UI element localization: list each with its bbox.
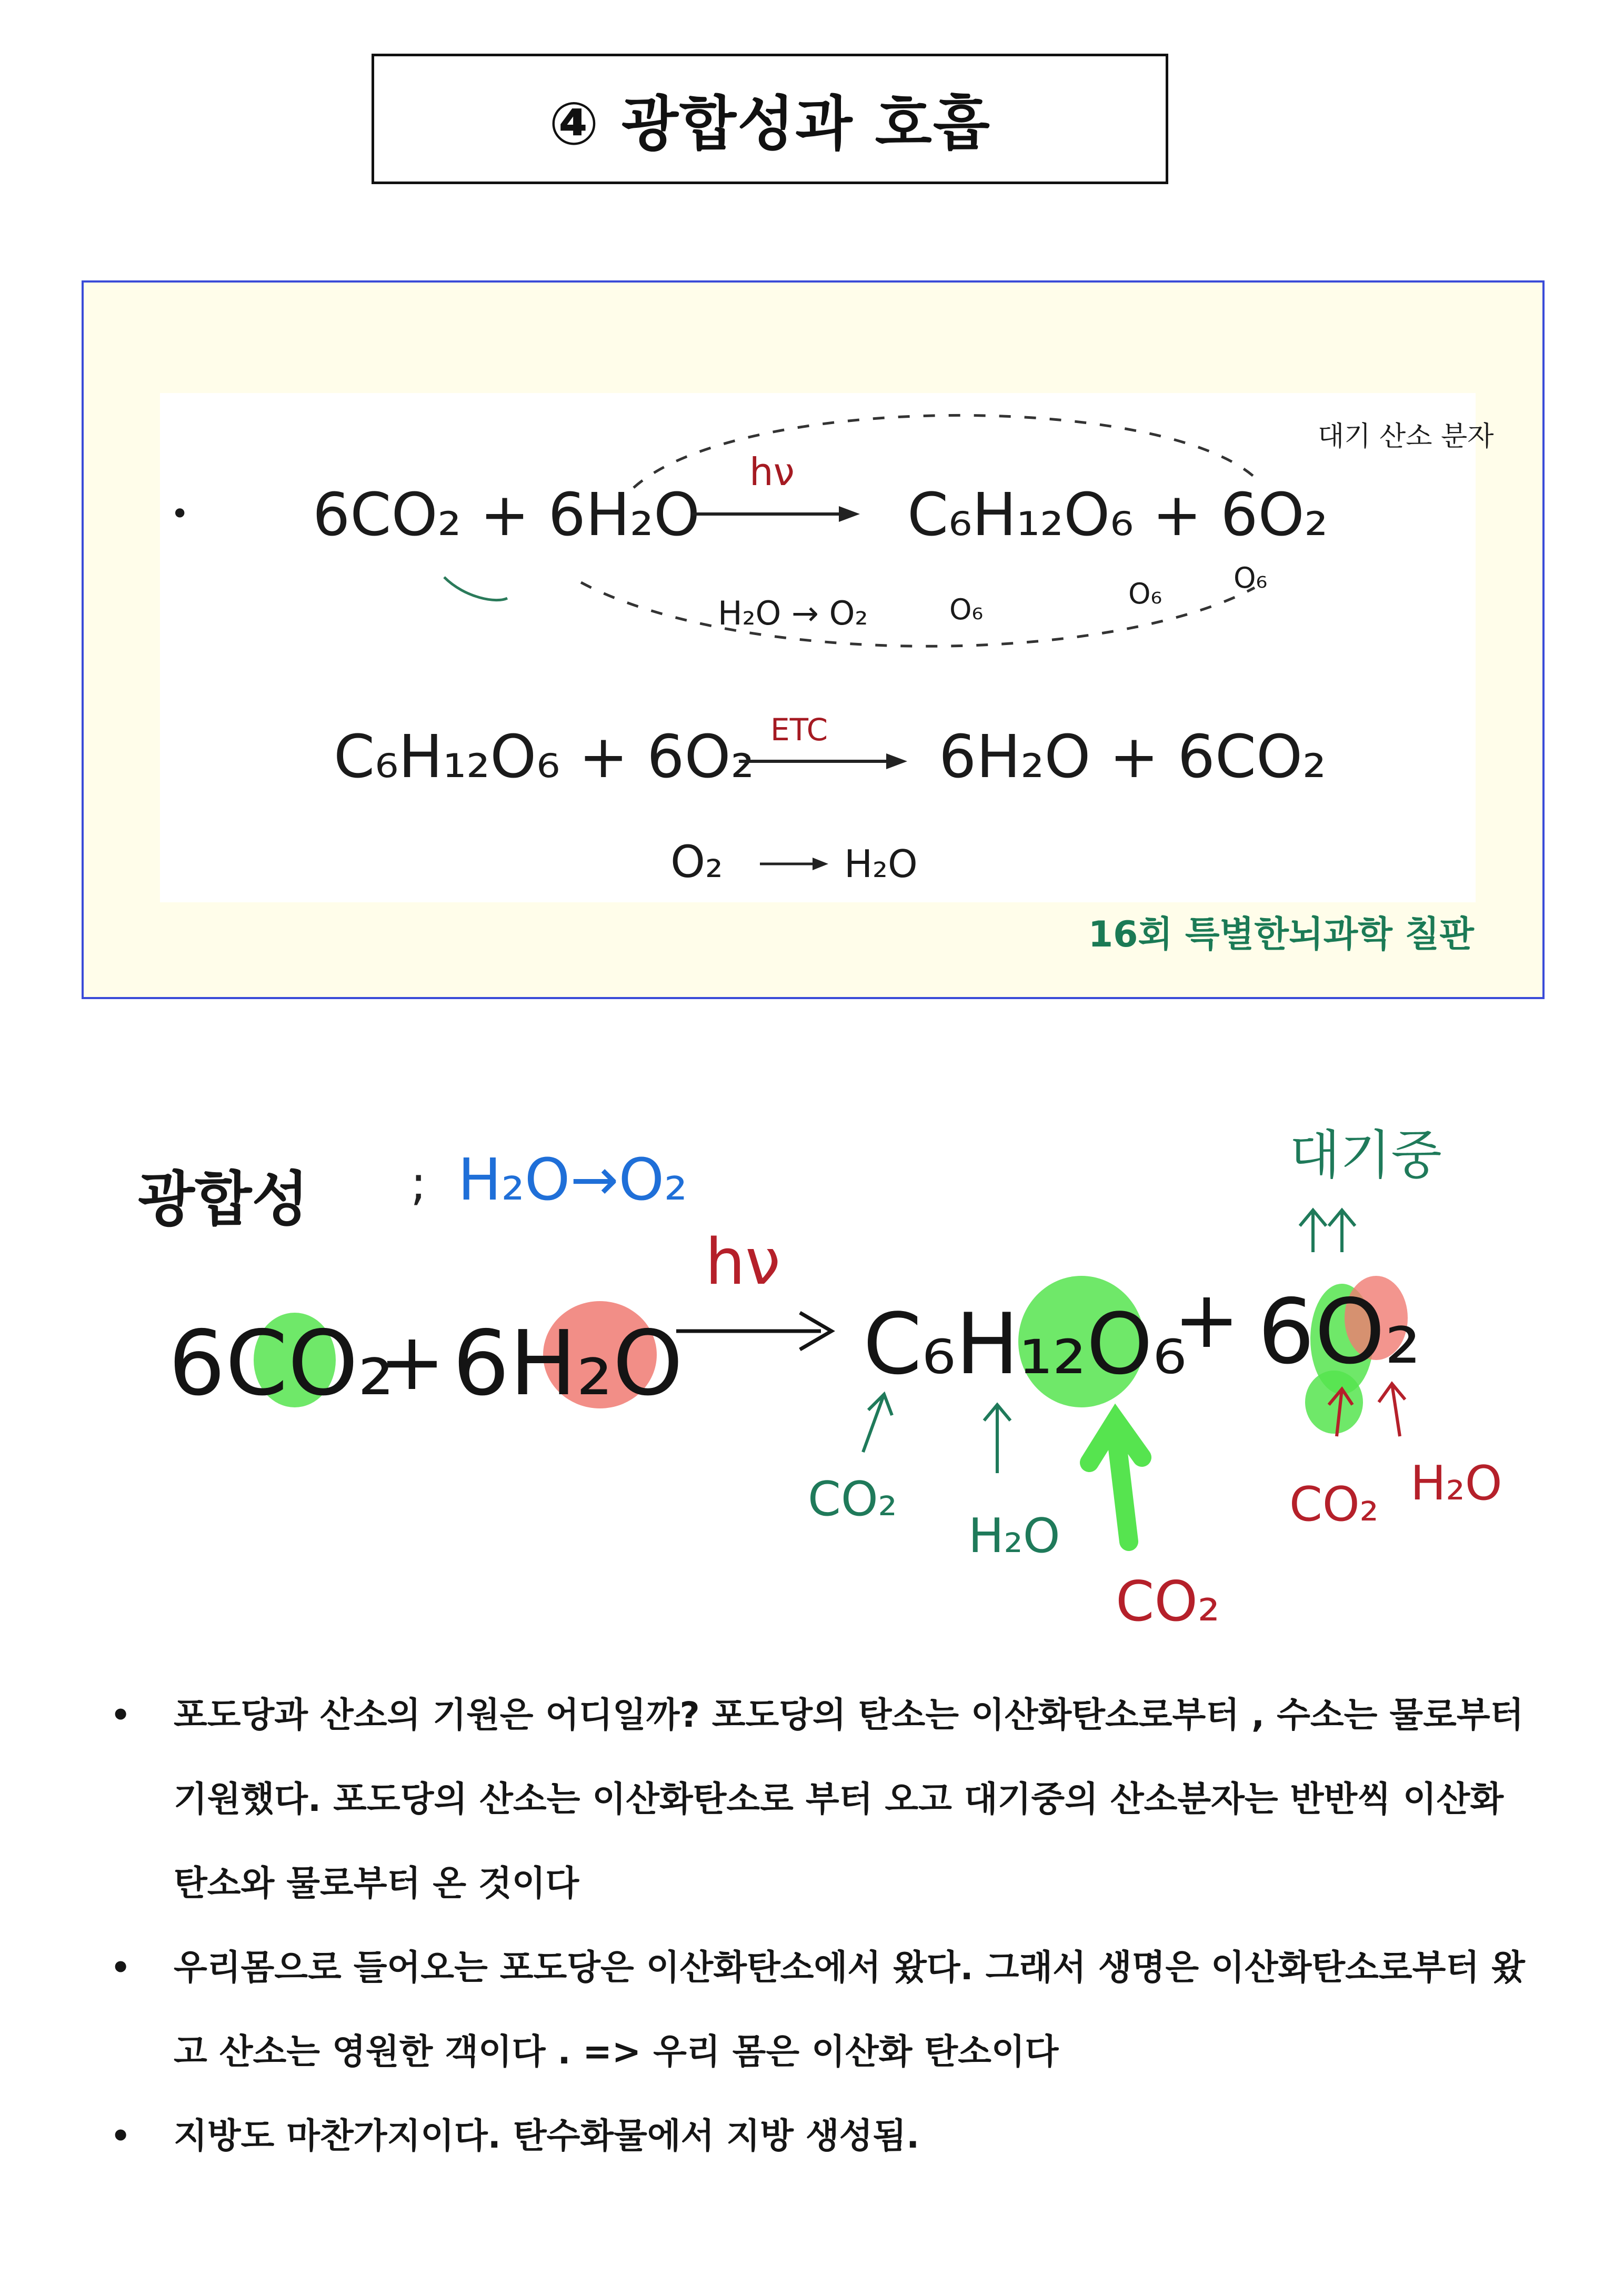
list-item <box>111 1926 1531 2094</box>
aside-mark: ; <box>410 1156 427 1211</box>
board-o6-c: O₆ <box>1234 561 1268 595</box>
bullet-icon: • <box>111 1697 131 1734</box>
bullet-dot: • <box>171 496 189 532</box>
board-o6-a: O₆ <box>949 593 984 626</box>
water-to-oxygen-note: H₂O→O₂ <box>458 1146 688 1213</box>
board-h2o: H₂O <box>844 842 918 886</box>
label-o2-from-h2o: H₂O <box>1410 1456 1502 1511</box>
board-products: C₆H₁₂O₆ + 6O₂ <box>907 481 1328 549</box>
arrow-o2-h2o-source <box>1379 1384 1405 1436</box>
section-heading: 광합성 <box>138 1165 309 1234</box>
board-annotation-oxygen: 대기 산소 분자 <box>1318 421 1494 452</box>
eq-hv-label: hν <box>705 1226 781 1299</box>
eq-oxygen: 6O₂ <box>1258 1280 1421 1384</box>
board-resp-products: 6H₂O + 6CO₂ <box>939 723 1327 791</box>
arrow-hydrogen-source <box>984 1405 1010 1473</box>
bullet-icon: • <box>111 1949 131 1986</box>
note-text: 우리몸으로 들어오는 포도당은 이산화탄소에서 왔다. 그래서 생명은 이산화탄소로부터 왔고 산소는 영원한 객이다 . => 우리 몸은 이산화 탄소이다 <box>174 1947 1525 2072</box>
notes-list <box>111 1673 1531 2178</box>
arrow-carbon-source <box>863 1394 892 1452</box>
eq-plus-1: + <box>379 1316 445 1408</box>
note-text: 포도당과 산소의 기원은 어디일까? 포도당의 탄소는 이산화탄소로부터 , 수소는 물로부터 기원했다. 포도당의 산소는 이산화탄소로 부터 오고 대기중의 산소분자는 반반씩 이산화탄소와 물로부터 온 것이다 <box>174 1695 1524 1904</box>
label-o2-from-co2: CO₂ <box>1289 1477 1379 1532</box>
board-water-note: H₂O → O₂ <box>718 594 868 632</box>
board-credit: 16회 특별한뇌과학 칠판 <box>1088 914 1474 955</box>
list-item <box>111 1673 1531 1926</box>
list-item <box>111 2094 1531 2178</box>
label-hydrogen-source: H₂O <box>968 1508 1060 1564</box>
atmosphere-arrows <box>1300 1210 1355 1252</box>
board-o2: O₂ <box>670 836 723 888</box>
whiteboard-drawing <box>160 393 1494 902</box>
eq-plus-2: + <box>1174 1274 1240 1366</box>
board-resp-reactants: C₆H₁₂O₆ + 6O₂ <box>334 723 755 791</box>
note-text: 지방도 마찬가지이다. 탄수화물에서 지방 생성됨. <box>174 2116 920 2156</box>
board-etc-label: ETC <box>770 712 828 748</box>
dashed-arc-top <box>634 415 1255 488</box>
blackboard-photo-panel <box>82 280 1545 999</box>
label-glucose-oxygen-source: CO₂ <box>1116 1569 1220 1634</box>
whiteboard-image <box>160 393 1494 902</box>
atmosphere-label: 대기중 <box>1289 1124 1442 1186</box>
board-o6-b: O₆ <box>1128 577 1162 610</box>
eq-co2: 6CO₂ <box>168 1312 394 1416</box>
arrow-glucose-oxygen-source <box>1089 1421 1142 1542</box>
board-hv-label: hν <box>749 450 795 494</box>
board-reactants: 6CO₂ + 6H₂O <box>313 481 700 549</box>
bullet-icon: • <box>111 2118 131 2154</box>
page-title: ④ 광합성과 호흡 <box>372 54 1168 184</box>
eq-glucose: C₆H₁₂O₆ <box>863 1295 1187 1393</box>
eq-h2o: 6H₂O <box>453 1312 683 1416</box>
board-green-stroke <box>444 577 507 600</box>
label-carbon-source: CO₂ <box>808 1472 897 1527</box>
